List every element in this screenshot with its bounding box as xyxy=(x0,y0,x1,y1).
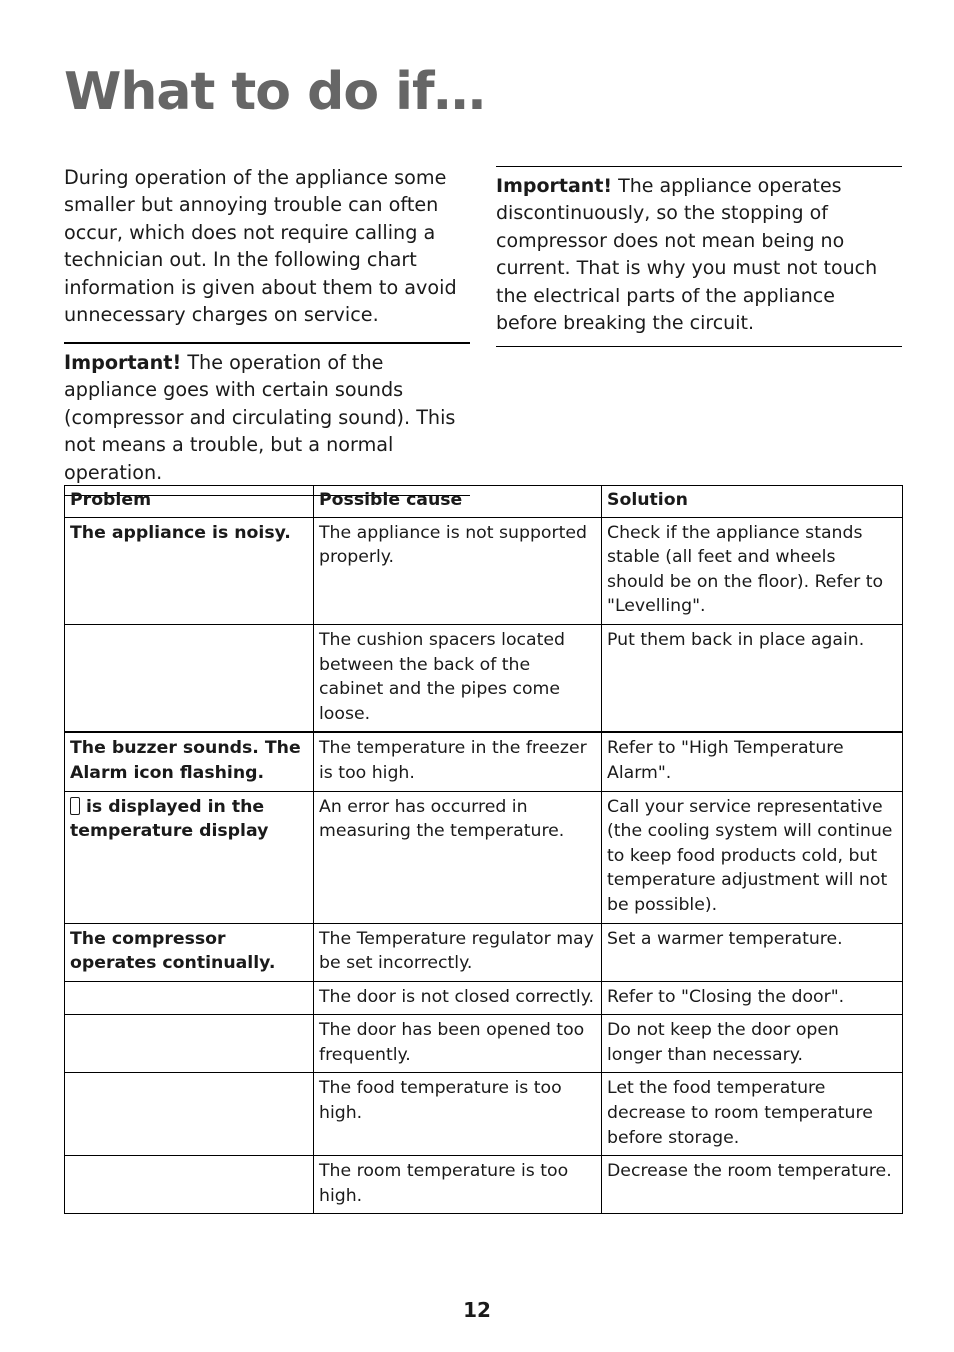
cause-cell: The food temperature is too high. xyxy=(314,1073,602,1156)
problem-cell: The appliance is noisy. xyxy=(65,517,314,624)
cause-cell: The appliance is not supported properly. xyxy=(314,517,602,624)
important-note-compressor xyxy=(496,166,902,347)
problem-cell xyxy=(65,624,314,732)
problem-cell: The compressor operates continually. xyxy=(65,923,314,981)
cause-cell: The door has been opened too frequently. xyxy=(314,1015,602,1073)
problem-cell xyxy=(65,1073,314,1156)
table-row xyxy=(65,1156,903,1214)
important-note-text: The appliance operates discontinuously, so the stopping of compressor does not mean being no current. That is why you must not touch the electrical parts of the appliance before breaking the circuit. xyxy=(496,175,878,335)
table-row xyxy=(65,923,903,981)
table-row xyxy=(65,791,903,923)
page-number: 12 xyxy=(463,1298,491,1322)
problem-cell xyxy=(65,1015,314,1073)
table-header-row xyxy=(65,486,903,518)
cause-cell: The door is not closed correctly. xyxy=(314,981,602,1015)
table-row xyxy=(65,1073,903,1156)
table-row xyxy=(65,981,903,1015)
solution-cell: Decrease the room temperature. xyxy=(602,1156,903,1214)
table-row xyxy=(65,732,903,791)
header-solution: Solution xyxy=(602,486,903,518)
table-row xyxy=(65,1015,903,1073)
table-row xyxy=(65,517,903,624)
intro-paragraph: During operation of the appliance some smaller but annoying trouble can often occur, which does not require calling a technician out. In the following chart information is given about them to avoid unnecessary charges on service. xyxy=(64,166,457,327)
problem-cell: The buzzer sounds. The Alarm icon flashing. xyxy=(65,732,314,791)
problem-cell xyxy=(65,981,314,1015)
solution-cell: Put them back in place again. xyxy=(602,624,903,732)
page-title: What to do if… xyxy=(64,62,485,122)
important-label: Important! xyxy=(496,175,613,197)
header-possible-cause: Possible cause xyxy=(314,486,602,518)
important-note-sounds xyxy=(64,342,470,496)
solution-cell: Refer to "Closing the door". xyxy=(602,981,903,1015)
important-note-text: The operation of the appliance goes with certain sounds (compressor and circulating sound). This not means a trouble, but a normal operation. xyxy=(64,351,456,484)
cause-cell: The room temperature is too high. xyxy=(314,1156,602,1214)
solution-cell: Set a warmer temperature. xyxy=(602,923,903,981)
problem-cell xyxy=(65,1156,314,1214)
header-problem: Problem xyxy=(65,486,314,518)
problem-text: is displayed in the temperature display xyxy=(70,796,269,842)
solution-cell: Check if the appliance stands stable (all feet and wheels should be on the floor). Refer to "Levelling". xyxy=(602,517,903,624)
important-label: Important! xyxy=(64,351,182,374)
cause-cell: The Temperature regulator may be set incorrectly. xyxy=(314,923,602,981)
troubleshooting-table xyxy=(64,485,903,1214)
solution-cell: Let the food temperature decrease to room temperature before storage. xyxy=(602,1073,903,1156)
cause-cell: The cushion spacers located between the back of the cabinet and the pipes come loose. xyxy=(314,624,602,732)
cause-cell: An error has occurred in measuring the temperature. xyxy=(314,791,602,923)
solution-cell: Do not keep the door open longer than necessary. xyxy=(602,1015,903,1073)
table-row xyxy=(65,624,903,732)
solution-cell: Refer to "High Temperature Alarm". xyxy=(602,732,903,791)
solution-cell: Call your service representative (the cooling system will continue to keep food products cold, but temperature adjustment will not be possible). xyxy=(602,791,903,923)
problem-cell xyxy=(65,791,314,923)
cause-cell: The temperature in the freezer is too high. xyxy=(314,732,602,791)
display-segment-icon xyxy=(70,797,80,815)
